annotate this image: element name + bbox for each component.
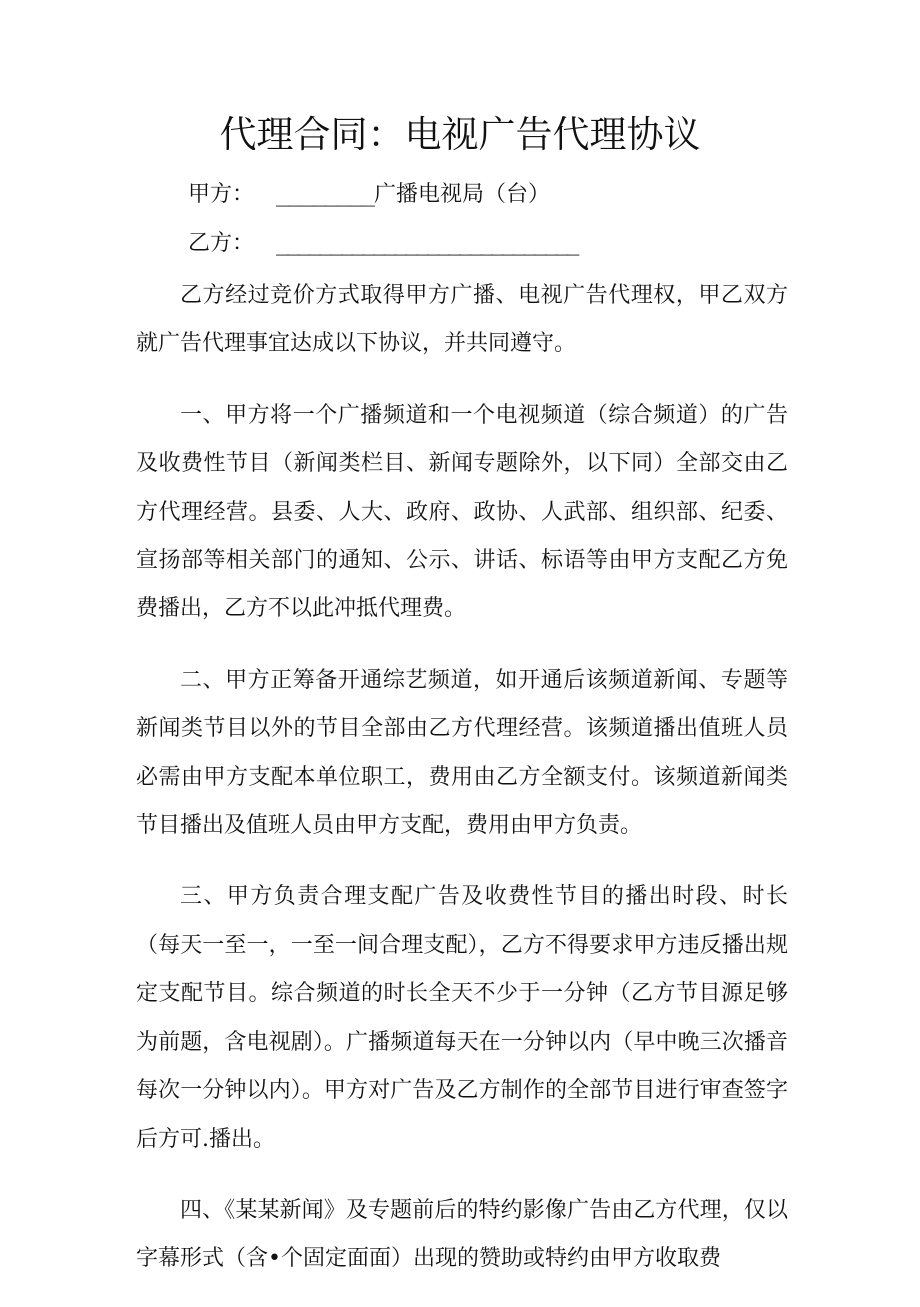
paragraph-clause-2: 二、甲方正筹备开通综艺频道，如开通后该频道新闻、专题等新闻类节目以外的节目全部由乙方代理经营。该频道播出值班人员必需由甲方支配本单位职工，费用由乙方全额支付。该频道新闻类节目播出及值班人员由甲方支配，费用由甲方负责。 xyxy=(136,667,788,839)
party-b-line xyxy=(188,229,577,259)
party-a-line xyxy=(188,180,550,210)
document-title: 代理合同：电视广告代理协议 xyxy=(219,113,701,156)
contract-body xyxy=(136,272,788,1307)
paragraph-intro: 乙方经过竞价方式取得甲方广播、电视广告代理权，甲乙双方就广告代理事宜达成以下协议，并共同遵守。 xyxy=(136,283,788,357)
party-b-label: 乙方： xyxy=(188,231,255,256)
party-a-blank: ________ xyxy=(276,182,374,207)
party-a-label: 甲方： xyxy=(188,182,255,207)
paragraph-clause-1: 一、甲方将一个广播频道和一个电视频道（综合频道）的广告及收费性节目（新闻类栏目、新闻专题除外，以下同）全部交由乙方代理经营。县委、人大、政府、政协、人武部、组织部、纪委、宣扬部等相关部门的通知、公示、讲话、标语等由甲方支配乙方免费播出，乙方不以此冲抵代理费。 xyxy=(136,402,788,622)
party-a-name: 广播电视局（台） xyxy=(373,182,550,207)
paragraph-clause-4: 四、《某某新闻》及专题前后的特约影像广告由乙方代理，仅以字幕形式（含•个固定面面）出现的赞助或特约由甲方收取费 xyxy=(136,1197,788,1272)
paragraph-clause-3: 三、甲方负责合理支配广告及收费性节目的播出时段、时长（每天一至一，一至一间合理支配），乙方不得要求甲方违反播出规定支配节目。综合频道的时长全天不少于一分钟（乙方节目源足够为前题，含电视剧）。广播频道每天在一分钟以内（早中晚三次播音每次一分钟以内）。甲方对广告及乙方制作的全部节目进行审查签字后方可.播出。 xyxy=(136,884,788,1152)
party-b-blank: ____________________________ xyxy=(276,231,577,256)
